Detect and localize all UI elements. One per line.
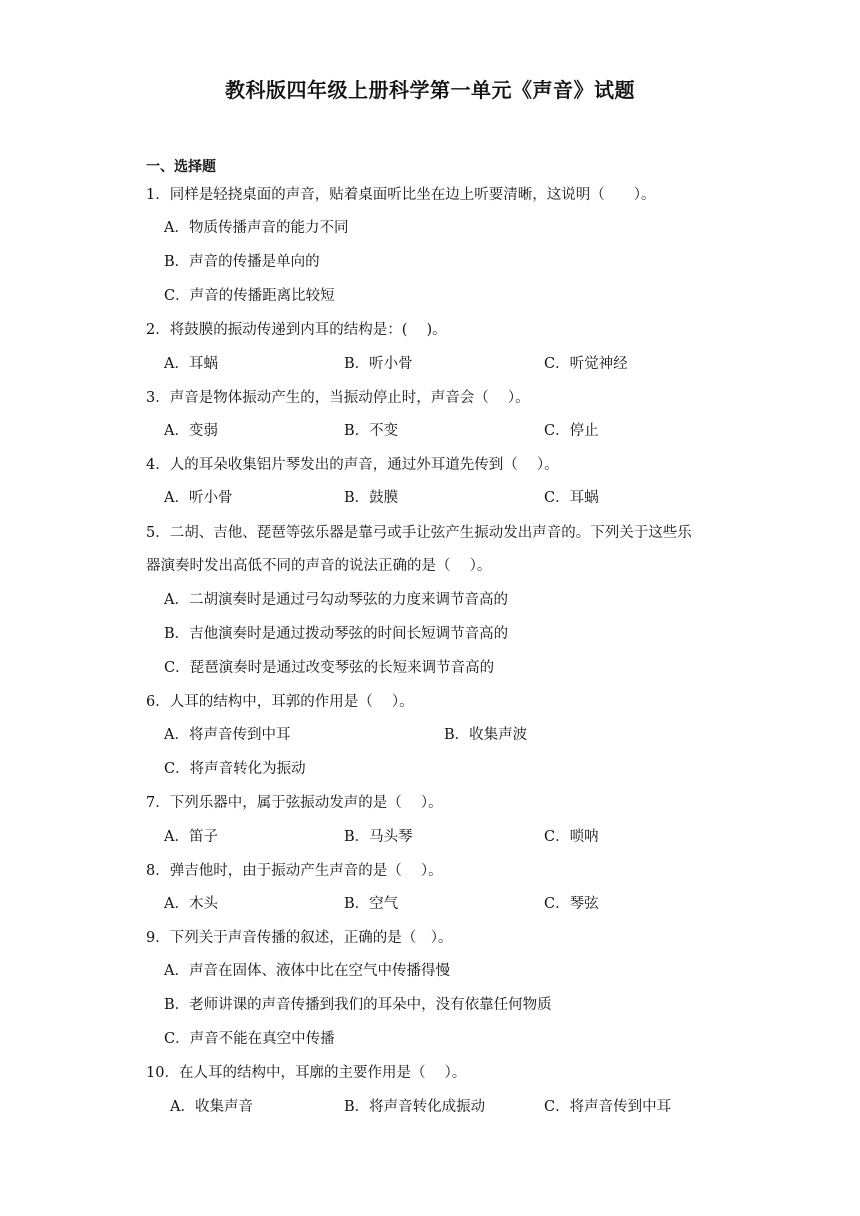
- question-3-option-b: B．不变: [344, 423, 399, 439]
- question-5-stem-line-2: 器演奏时发出高低不同的声音的说法正确的是（ ）。: [146, 558, 492, 574]
- question-4-option-a: A．听小骨: [164, 490, 233, 506]
- question-2-option-a: A．耳蜗: [164, 356, 218, 372]
- question-7-option-c: C．唢呐: [544, 829, 599, 845]
- question-9-option-c: C．声音不能在真空中传播: [164, 1031, 335, 1047]
- question-4-option-b: B．鼓膜: [344, 490, 399, 506]
- question-7-option-b: B．马头琴: [344, 829, 413, 845]
- question-3-option-c: C．停止: [544, 423, 599, 439]
- question-1-option-a: A．物质传播声音的能力不同: [164, 220, 349, 236]
- question-10-option-a: A．收集声音: [170, 1099, 253, 1115]
- question-8-option-c: C．琴弦: [544, 896, 599, 912]
- question-7-stem: 7．下列乐器中，属于弦振动发声的是（ ）。: [146, 795, 443, 811]
- question-3-option-a: A．变弱: [164, 423, 218, 439]
- question-3-stem: 3．声音是物体振动产生的，当振动停止时，声音会（ ）。: [146, 390, 530, 406]
- question-4-stem: 4．人的耳朵收集铝片琴发出的声音，通过外耳道先传到（ ）。: [146, 457, 559, 473]
- question-10-option-b: B．将声音转化成振动: [344, 1099, 486, 1115]
- question-5-stem-line-1: 5．二胡、吉他、琵琶等弦乐器是靠弓或手让弦产生振动发出声音的。下列关于这些乐: [146, 525, 692, 541]
- question-1-stem: 1．同样是轻挠桌面的声音，贴着桌面听比坐在边上听要清晰，这说明（ ）。: [146, 187, 656, 203]
- page-title: 教科版四年级上册科学第一单元《声音》试题: [225, 78, 635, 102]
- question-9-stem: 9．下列关于声音传播的叙述，正确的是（ ）。: [146, 930, 453, 946]
- question-5-option-b: B．吉他演奏时是通过拨动琴弦的时间长短调节音高的: [164, 626, 509, 642]
- question-2-stem: 2．将鼓膜的振动传递到内耳的结构是：( )。: [146, 322, 447, 338]
- question-8-stem: 8．弹吉他时，由于振动产生声音的是（ ）。: [146, 863, 443, 879]
- question-8-option-a: A．木头: [164, 896, 218, 912]
- question-6-option-b: B．收集声波: [444, 727, 528, 743]
- question-4-option-c: C．耳蜗: [544, 490, 599, 506]
- question-5-option-a: A．二胡演奏时是通过弓勾动琴弦的力度来调节音高的: [164, 592, 508, 608]
- question-5-option-c: C．琵琶演奏时是通过改变琴弦的长短来调节音高的: [164, 660, 495, 676]
- question-2-option-b: B．听小骨: [344, 356, 413, 372]
- question-10-option-c: C．将声音传到中耳: [544, 1099, 672, 1115]
- question-6-option-a: A．将声音传到中耳: [164, 727, 291, 743]
- question-9-option-b: B．老师讲课的声音传播到我们的耳朵中，没有依靠任何物质: [164, 997, 552, 1013]
- question-6-option-c: C．将声音转化为振动: [164, 761, 306, 777]
- section-heading: 一、选择题: [146, 159, 216, 175]
- question-7-option-a: A．笛子: [164, 829, 218, 845]
- question-10-stem: 10．在人耳的结构中，耳廓的主要作用是（ ）。: [146, 1065, 467, 1081]
- question-1-option-b: B．声音的传播是单向的: [164, 254, 320, 270]
- question-2-option-c: C．听觉神经: [544, 356, 628, 372]
- question-6-stem: 6．人耳的结构中，耳郭的作用是（ ）。: [146, 694, 414, 710]
- question-1-option-c: C．声音的传播距离比较短: [164, 288, 335, 304]
- question-8-option-b: B．空气: [344, 896, 399, 912]
- question-9-option-a: A．声音在固体、液体中比在空气中传播得慢: [164, 963, 450, 979]
